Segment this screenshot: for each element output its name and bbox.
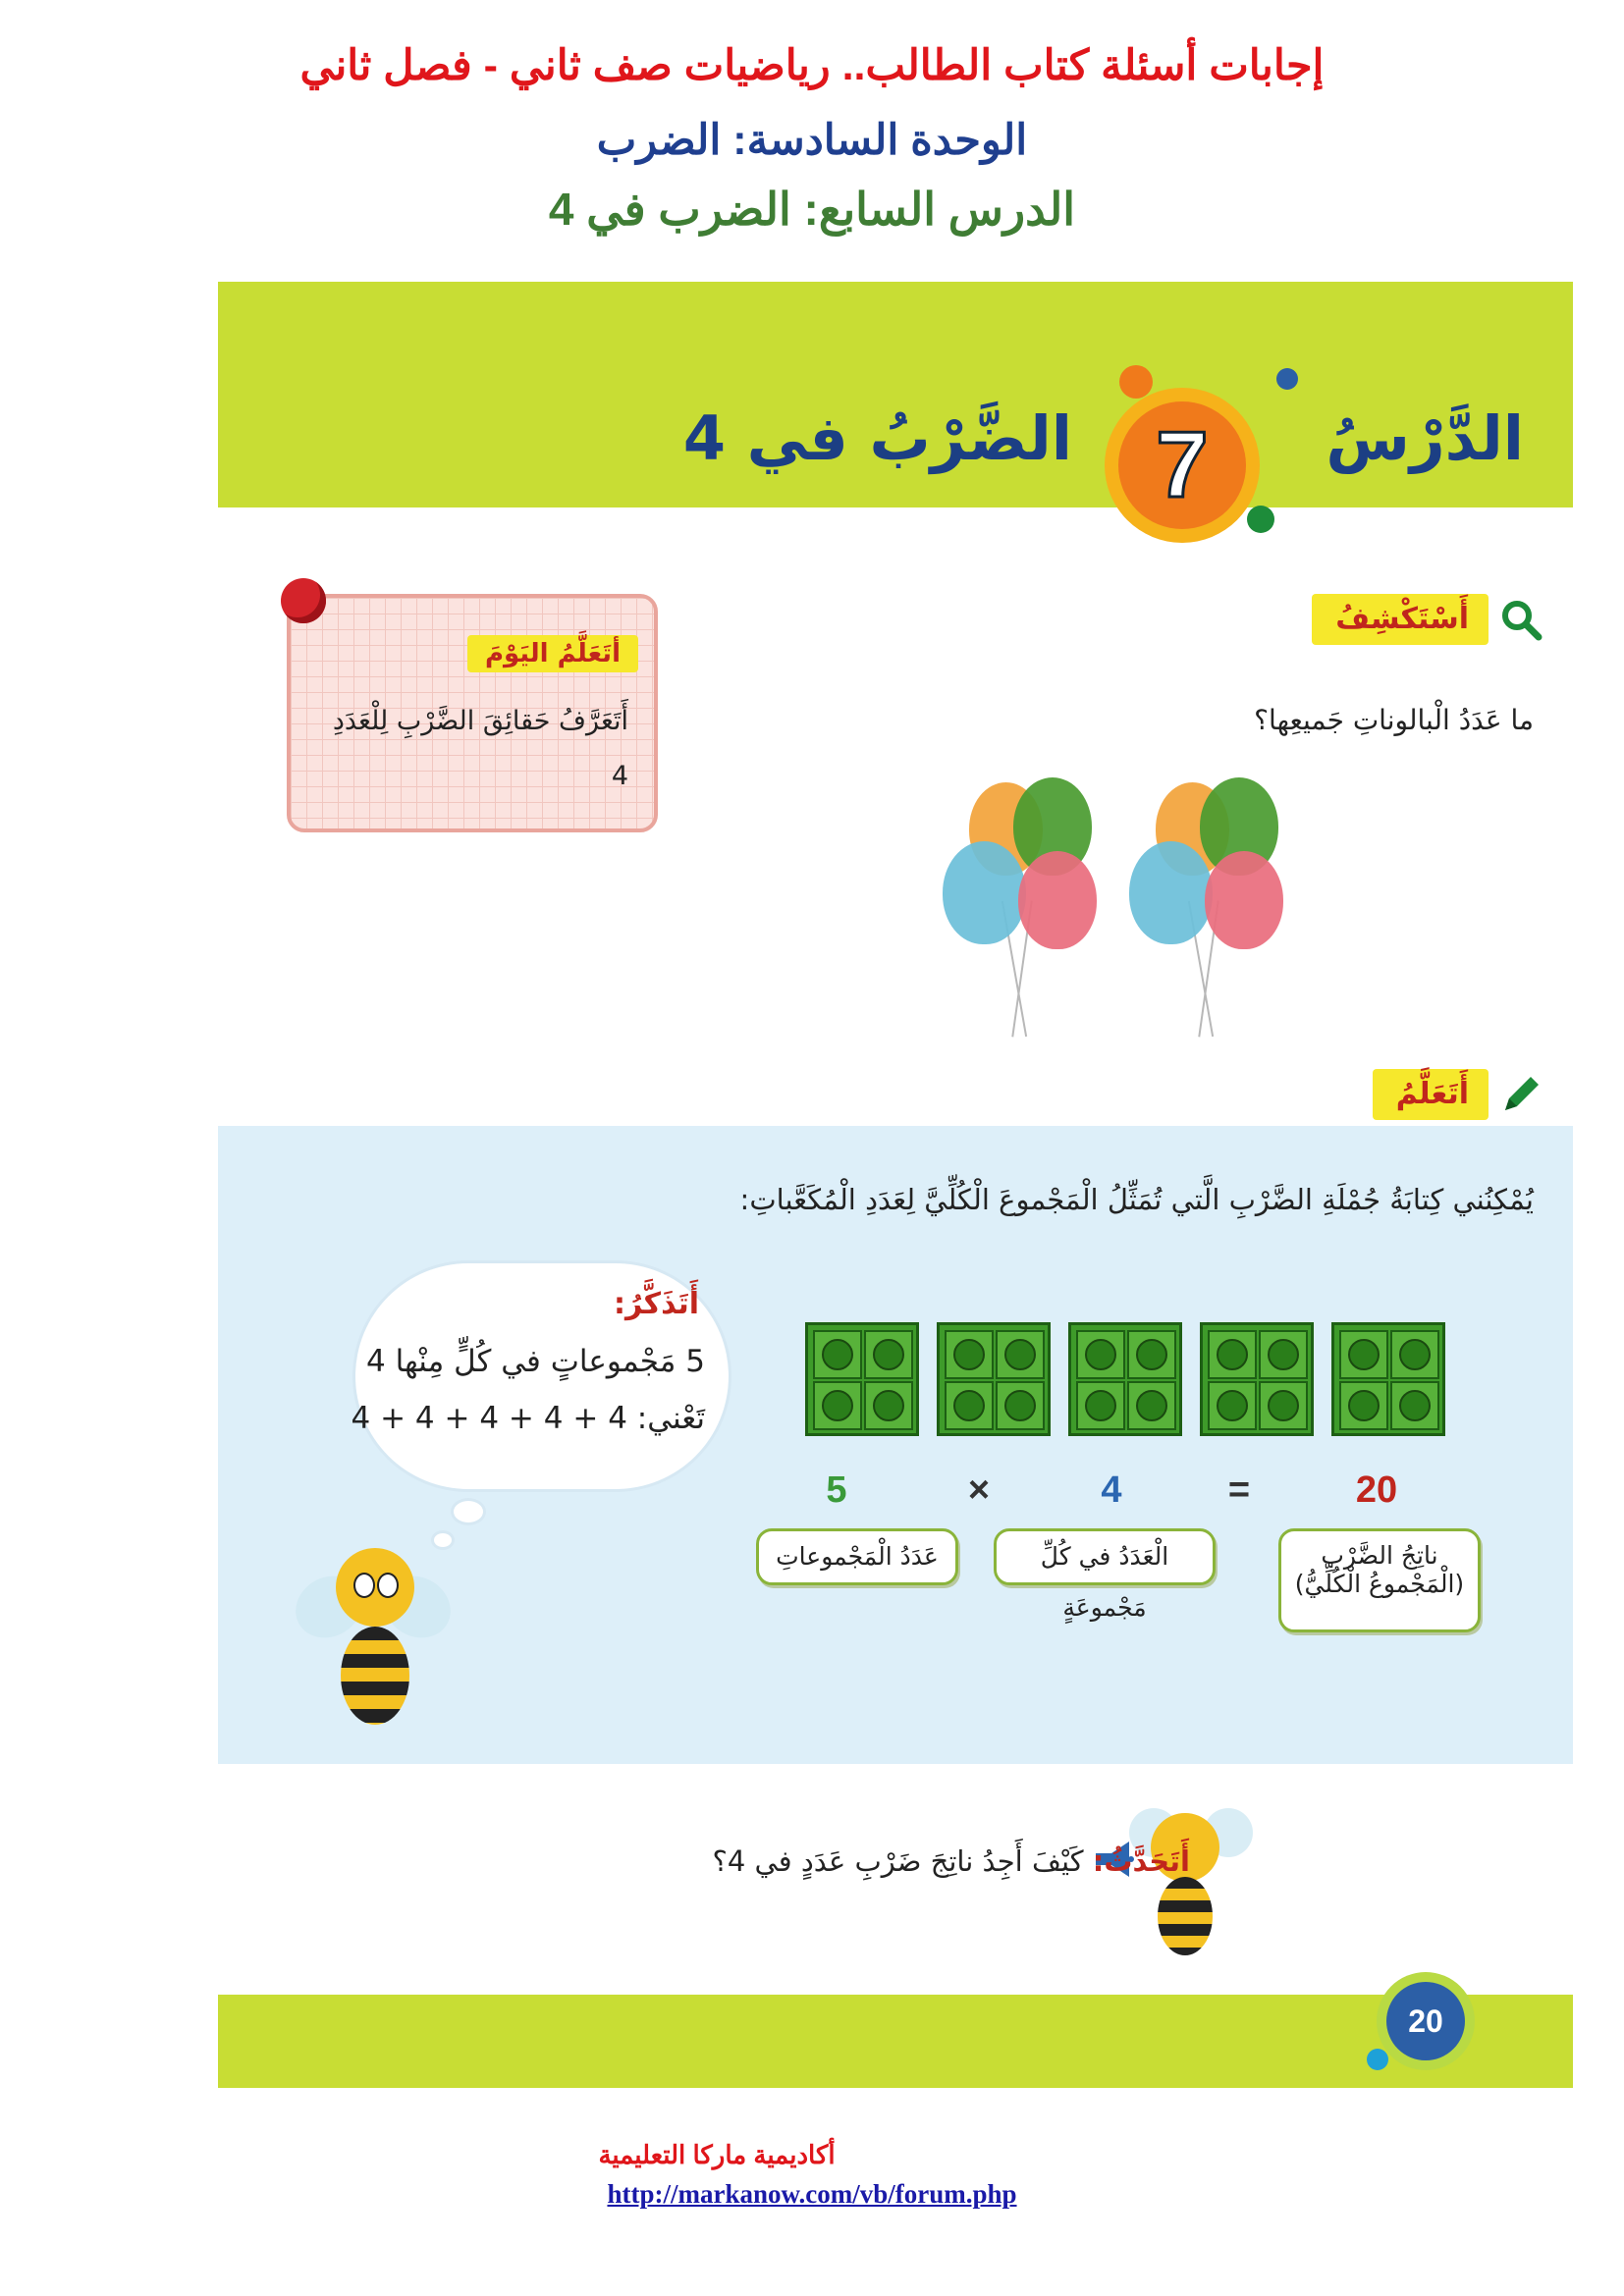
lesson-number: 7 [1156, 412, 1209, 517]
explore-tag: أَسْتَكْشِفُ [1312, 594, 1489, 645]
cube-group [1200, 1322, 1314, 1436]
lesson-title: الضَّرْبُ في 4 [682, 402, 1072, 474]
balloon-pink [1205, 851, 1283, 949]
decor-dot [1276, 368, 1298, 390]
academy-name: أكاديمية ماركا التعليمية [598, 2140, 836, 2169]
equation-times: × [967, 1469, 991, 1511]
equation-groups: 5 [826, 1469, 847, 1511]
learn-today-text: أَتَعَرَّفُ حَقائِقَ الضَّرْبِ لِلْعَدَدِ 4 [332, 706, 628, 791]
remember-line1: 5 مَجْموعاتٍ في كُلٍّ مِنْها 4 [365, 1344, 705, 1379]
doc-title: إجابات أسئلة كتاب الطالب.. رياضيات صف ثاني - فصل ثاني [299, 42, 1325, 89]
lesson-word: الدَّرْسُ [1326, 402, 1524, 474]
page-number: 20 [1386, 1982, 1465, 2060]
learn-today-tag: أتَعَلَّمُ اليَوْمَ [467, 635, 638, 672]
lesson-number-badge [1118, 401, 1246, 529]
textbook-page [218, 282, 1573, 2106]
pushpin-icon [281, 578, 326, 623]
explore-question: ما عَدَدُ الْبالوناتِ جَميعِها؟ [1254, 704, 1534, 736]
label-product [1278, 1528, 1481, 1632]
remember-line2: تَعْني: 4 + 4 + 4 + 4 + 4 [351, 1401, 705, 1436]
decor-dot [1367, 2049, 1388, 2070]
lesson-subtitle: الدرس السابع: الضرب في 4 [548, 184, 1076, 235]
balloon-blue [1129, 841, 1213, 944]
learn-text: يُمْكِنُني كِتابَةُ جُمْلَةِ الضَّرْبِ الَّتي تُمَثِّلُ الْمَجْموعَ الْكُلِّيَّ لِعَدَدِ الْمُكَعَّباتِ: [739, 1183, 1534, 1216]
learn-today-card [287, 594, 658, 832]
label-per-group: الْعَدَدُ في كُلِّ مَجْموعَةٍ [994, 1528, 1216, 1585]
equation-equals: = [1227, 1469, 1251, 1511]
talk-question: كَيْفَ أَجِدُ ناتِجَ ضَرْبِ عَدَدٍ في 4؟ [712, 1844, 1084, 1878]
pencil-icon [1498, 1073, 1543, 1118]
label-groups: عَدَدُ الْمَجْموعاتِ [756, 1528, 958, 1585]
learn-tag: أَتَعَلَّمُ [1373, 1069, 1489, 1120]
forum-link[interactable]: http://markanow.com/vb/forum.php [607, 2179, 1017, 2209]
remember-title: أَتَذَكَّرُ: [614, 1287, 699, 1321]
equation-per-group: 4 [1101, 1469, 1122, 1511]
cube-group [1068, 1322, 1182, 1436]
magnifier-icon [1498, 598, 1543, 643]
decor-dot [1247, 506, 1274, 533]
label-product-line1: ناتِجُ الضَّرْبِ [1321, 1541, 1438, 1570]
equation-result: 20 [1355, 1469, 1398, 1511]
cloud-bubble [454, 1501, 483, 1522]
talk-prompt [712, 1844, 1190, 1878]
cloud-bubble [434, 1533, 452, 1547]
label-product-line2: (الْمَجْموعُ الْكُلِّيُّ) [1294, 1570, 1465, 1598]
cube-group [1331, 1322, 1445, 1436]
remember-cloud [351, 1263, 729, 1489]
decor-dot [1119, 365, 1153, 399]
cube-group [937, 1322, 1051, 1436]
balloon-pink [1018, 851, 1097, 949]
unit-title: الوحدة السادسة: الضرب [596, 117, 1028, 164]
talk-label: أَتَحَدَّثُ: [1092, 1844, 1190, 1878]
cube-group [805, 1322, 919, 1436]
balloon-blue [943, 841, 1026, 944]
footer-band [218, 1995, 1573, 2088]
